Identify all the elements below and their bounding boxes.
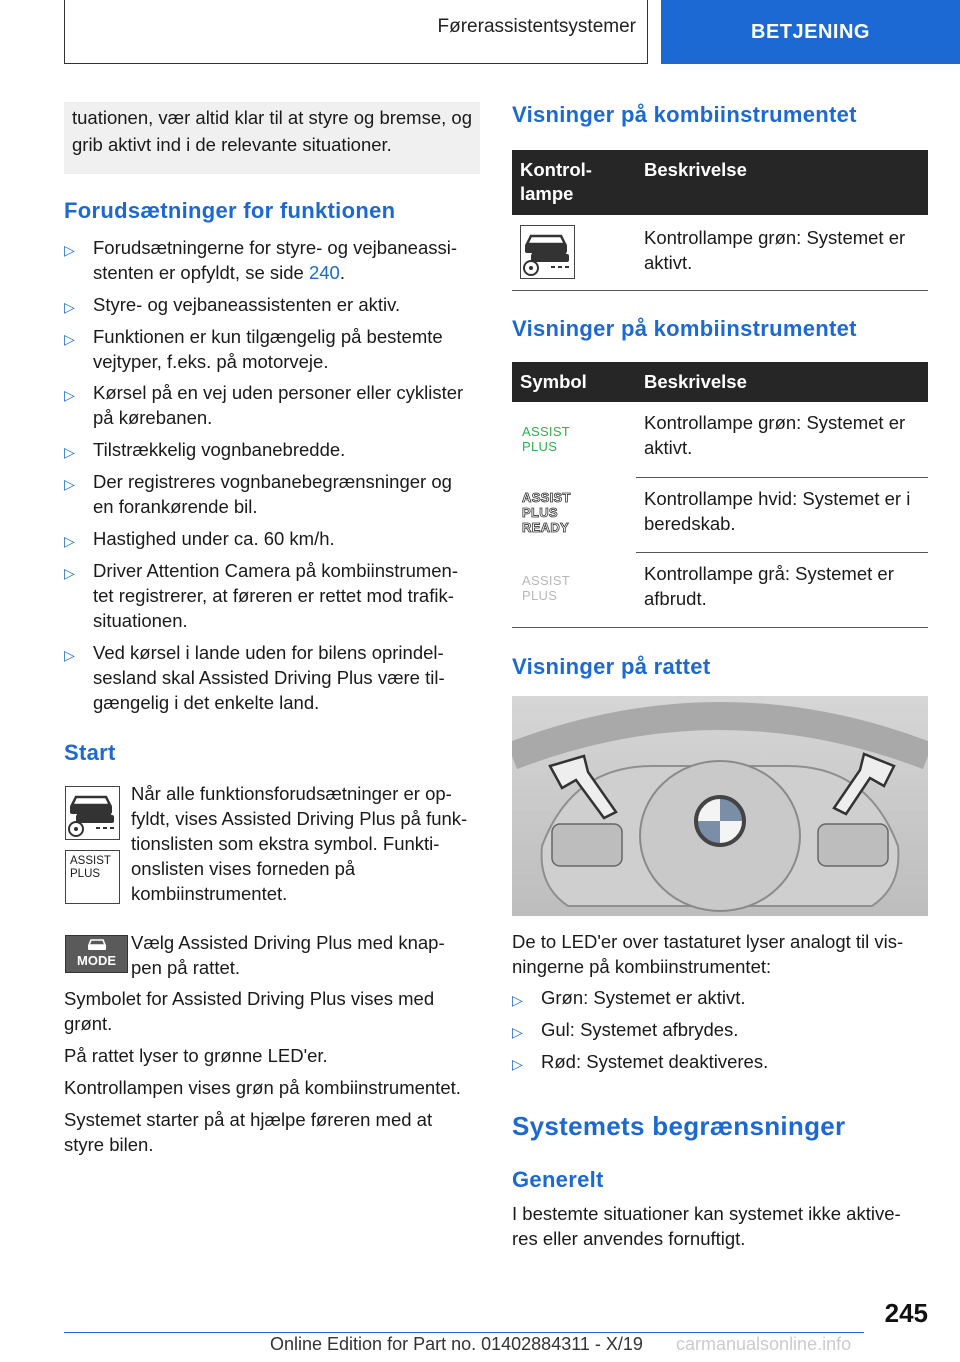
list-item-line-text: Der registreres vognbanebegrænsninger og xyxy=(93,471,452,492)
bullet-triangle-icon: ▷ xyxy=(512,1024,523,1040)
table1-header xyxy=(512,150,928,215)
bullet-triangle-icon: ▷ xyxy=(64,476,75,492)
cluster-display-heading-2: Visninger på kombiinstrumentet xyxy=(512,316,857,341)
desc-line: beredskab. xyxy=(644,513,736,534)
list-item-text xyxy=(93,235,483,285)
list-item-tail: . xyxy=(339,262,345,283)
bullet-triangle-icon: ▷ xyxy=(64,242,75,258)
list-item-text: Grøn: Systemet er aktivt. xyxy=(541,987,746,1008)
list-item-text xyxy=(93,526,483,551)
text-line: pen på rattet. xyxy=(131,957,241,978)
text-line: I bestemte situationer kan systemet ikke aktive- xyxy=(512,1203,901,1224)
symbol-line: PLUS xyxy=(522,588,558,603)
list-item-line xyxy=(93,608,483,633)
list-item-text xyxy=(93,380,483,430)
list-item-line-text: en forankørende bil. xyxy=(93,496,258,517)
assist-plus-grey-symbol xyxy=(522,573,570,603)
table2-bottom-rule xyxy=(512,627,928,628)
edition-text: Online Edition for Part no. 01402884311 - X/19 xyxy=(270,1334,643,1354)
desc-line: Kontrollampe grøn: Systemet er xyxy=(644,412,906,433)
symbol-line: ASSIST xyxy=(522,424,571,439)
desc-line: aktivt. xyxy=(644,437,693,458)
assist-plus-ready-symbol xyxy=(522,490,571,535)
footer-rule xyxy=(64,1332,864,1333)
mode-label: MODE xyxy=(77,953,116,968)
list-item-line xyxy=(93,665,483,690)
list-item-line xyxy=(93,583,483,608)
table1-header-col1-line1: Kontrol- xyxy=(520,159,592,180)
table2-header xyxy=(512,362,928,402)
bullet-triangle-icon: ▷ xyxy=(512,992,523,1008)
list-item-text xyxy=(93,558,483,633)
page-link[interactable]: 240 xyxy=(308,262,340,283)
table1-header-col1-line2: lampe xyxy=(520,183,574,204)
table2-row3-desc xyxy=(644,561,894,611)
text-line: tionslisten som ekstra symbol. Funkti- xyxy=(131,833,440,854)
text-line: På rattet lyser to grønne LED'er. xyxy=(64,1045,328,1066)
table2-header-col2: Beskrivelse xyxy=(644,371,747,392)
list-item-line xyxy=(93,235,483,260)
symbol-line: READY xyxy=(522,520,570,535)
table2-row xyxy=(512,478,928,552)
assist-plus-green-symbol xyxy=(522,424,570,454)
list-item-line xyxy=(93,324,483,349)
text-line: ningerne på kombiinstrumentet: xyxy=(512,956,772,977)
text-line: fyldt, vises Assisted Driving Plus på funk- xyxy=(131,808,468,829)
list-item-line-text: Funktionen er kun tilgængelig på bestemte xyxy=(93,326,443,347)
wheel-display-heading: Visninger på rattet xyxy=(512,654,711,679)
list-item-line-text: tet registrerer, at føreren er rettet mod trafik- xyxy=(93,585,454,606)
list-item-line-text: på kørebanen. xyxy=(93,407,213,428)
symbol-line: PLUS xyxy=(522,505,558,520)
desc-line: afbrudt. xyxy=(644,588,707,609)
list-item-line xyxy=(93,558,483,583)
table2-row xyxy=(512,402,928,477)
lane-assist-icon xyxy=(65,786,120,840)
list-item-line-text: vejtyper, f.eks. på motorveje. xyxy=(93,351,329,372)
table1-row1-desc xyxy=(644,225,928,275)
list-item-line-text: Tilstrækkelig vognbanebredde. xyxy=(93,439,346,460)
list-item-line xyxy=(93,260,483,285)
table2-header-col1: Symbol xyxy=(520,371,587,392)
table1-row1-desc-line1: Kontrollampe grøn: Systemet er xyxy=(644,227,906,248)
text-line: styre bilen. xyxy=(64,1134,154,1155)
text-line: Kontrollampen vises grøn på kombiinstrumentet. xyxy=(64,1077,461,1098)
assist-plus-icon-line2: PLUS xyxy=(70,868,101,880)
list-item-text: Rød: Systemet deaktiveres. xyxy=(541,1051,769,1072)
table2-row2-desc xyxy=(644,486,910,536)
desc-line: Kontrollampe hvid: Systemet er i xyxy=(644,488,911,509)
bullet-triangle-icon: ▷ xyxy=(64,444,75,460)
prerequisites-heading: Forudsætninger for funktionen xyxy=(64,198,396,223)
list-item-text xyxy=(93,469,483,519)
list-item-line xyxy=(93,380,483,405)
list-item-line-text: situationen. xyxy=(93,610,188,631)
bullet-triangle-icon: ▷ xyxy=(64,533,75,549)
list-item-text xyxy=(93,437,483,462)
mode-button-icon xyxy=(65,935,128,973)
bullet-triangle-icon: ▷ xyxy=(64,647,75,663)
general-heading: Generelt xyxy=(512,1167,604,1192)
list-item-line xyxy=(93,405,483,430)
list-item-line xyxy=(93,469,483,494)
start-heading: Start xyxy=(64,740,116,765)
limits-heading: Systemets begrænsninger xyxy=(512,1111,846,1141)
assist-plus-icon xyxy=(65,850,120,904)
list-item-line xyxy=(93,494,483,519)
bullet-triangle-icon: ▷ xyxy=(64,331,75,347)
continued-note-text: tuationen, vær altid klar til at styre og bremse, og grib aktivt ind i de relevante situationer. xyxy=(72,107,472,155)
table1-bottom-rule xyxy=(512,290,928,291)
list-item-line-text: Ved kørsel i lande uden for bilens oprindel- xyxy=(93,642,444,663)
list-item-line-text: Styre- og vejbaneassistenten er aktiv. xyxy=(93,294,401,315)
steering-wheel-image xyxy=(512,696,928,916)
list-item-text xyxy=(93,640,483,715)
desc-line: Kontrollampe grå: Systemet er xyxy=(644,563,894,584)
lane-assist-indicator-icon xyxy=(520,225,575,279)
text-line: grønt. xyxy=(64,1013,113,1034)
bullet-triangle-icon: ▷ xyxy=(512,1056,523,1072)
list-item-line xyxy=(93,690,483,715)
text-line: onslisten vises forneden på xyxy=(131,858,356,879)
cluster-display-heading-1: Visninger på kombiinstrumentet xyxy=(512,102,857,127)
list-item-text xyxy=(93,324,483,374)
list-item-text: Gul: Systemet afbrydes. xyxy=(541,1019,739,1040)
page-number: 245 xyxy=(884,1298,928,1328)
list-item-line-text: Hastighed under ca. 60 km/h. xyxy=(93,528,335,549)
list-item-line-text: sesland skal Assisted Driving Plus være til- xyxy=(93,667,445,688)
bullet-triangle-icon: ▷ xyxy=(64,387,75,403)
list-item-line xyxy=(93,640,483,665)
assist-plus-icon-line1: ASSIST xyxy=(70,855,111,867)
list-item-line-text: stenten er opfyldt, se side xyxy=(93,262,309,283)
table1-header-col1 xyxy=(520,158,592,206)
symbol-line: ASSIST xyxy=(522,573,571,588)
list-item-line xyxy=(93,349,483,374)
symbol-line: PLUS xyxy=(522,439,558,454)
list-item-line-text: gængelig i det enkelte land. xyxy=(93,692,320,713)
text-line: res eller anvendes fornuftigt. xyxy=(512,1228,746,1249)
table2-row xyxy=(512,553,928,627)
table1-row1-desc-line2: aktivt. xyxy=(644,252,693,273)
text-line: Vælg Assisted Driving Plus med knap- xyxy=(131,932,445,953)
text-line: De to LED'er over tastaturet lyser analogt til vis- xyxy=(512,931,904,952)
list-item-line-text: Kørsel på en vej uden personer eller cyklister xyxy=(93,382,464,403)
list-item-line xyxy=(93,526,483,551)
table1-header-col2: Beskrivelse xyxy=(644,159,747,180)
table2-row1-desc xyxy=(644,410,905,460)
header-chapter-tab[interactable]: BETJENING xyxy=(661,0,960,64)
text-line: Systemet starter på at hjælpe føreren med at xyxy=(64,1109,433,1130)
symbol-line: ASSIST xyxy=(522,490,571,505)
bullet-triangle-icon: ▷ xyxy=(64,299,75,315)
list-item-line-text: Forudsætningerne for styre- og vejbaneassi- xyxy=(93,237,458,258)
continued-note xyxy=(64,102,480,174)
text-line: Symbolet for Assisted Driving Plus vises med xyxy=(64,988,435,1009)
header-section-title: Førerassistentsystemer xyxy=(437,16,636,37)
list-item-text xyxy=(93,292,483,317)
bullet-triangle-icon: ▷ xyxy=(64,565,75,581)
text-line: Når alle funktionsforudsætninger er op- xyxy=(131,783,452,804)
watermark: carmanualsonline.info xyxy=(676,1334,852,1354)
text-line: kombiinstrumentet. xyxy=(131,883,288,904)
list-item-line xyxy=(93,292,483,317)
list-item-line xyxy=(93,437,483,462)
list-item-line-text: Driver Attention Camera på kombiinstrumen- xyxy=(93,560,459,581)
